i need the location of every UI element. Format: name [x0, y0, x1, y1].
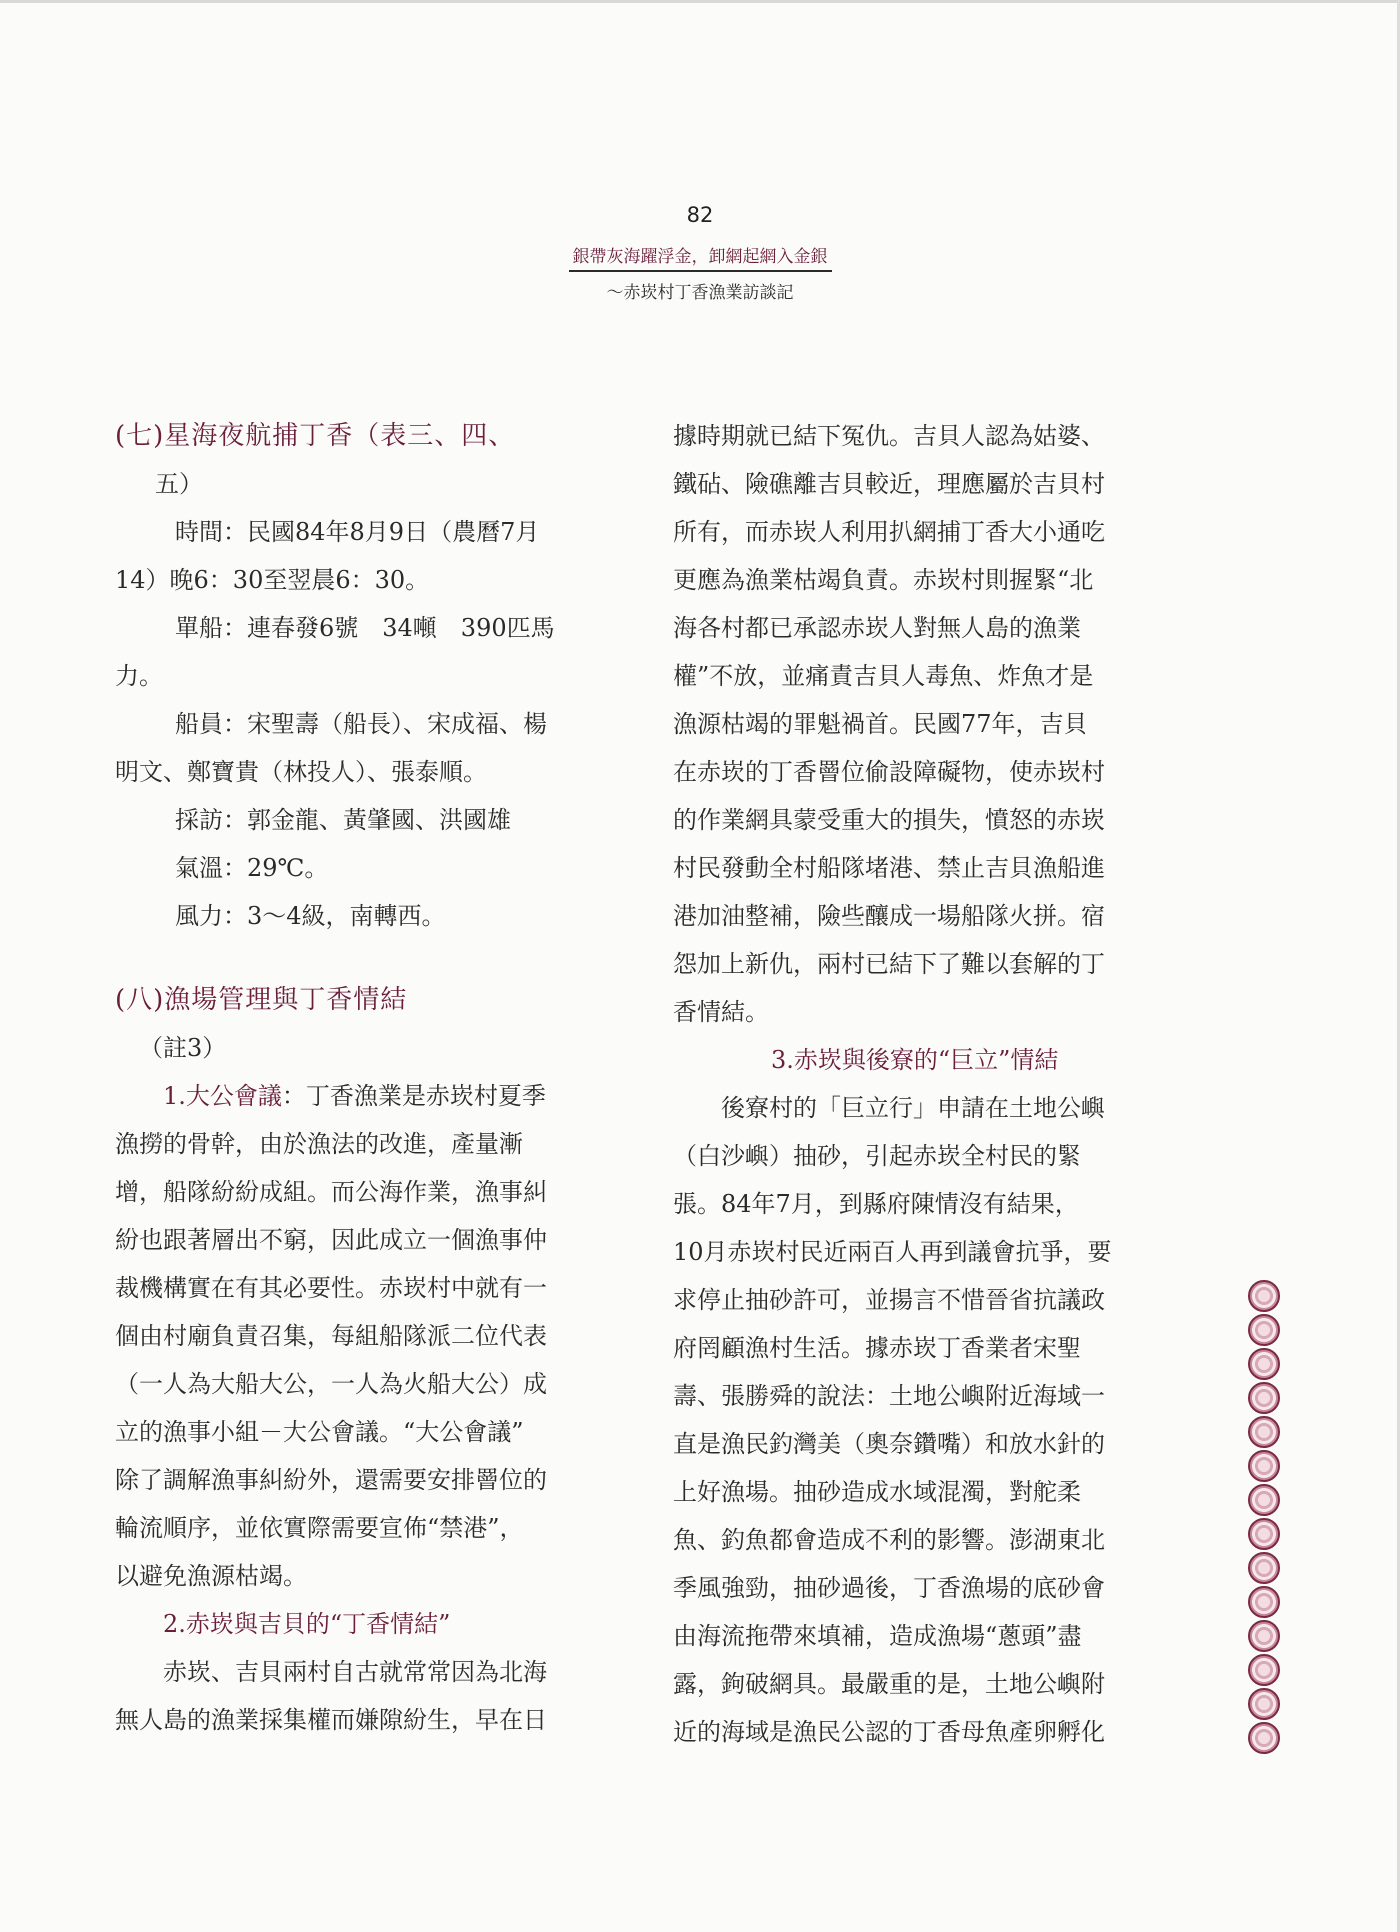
- text-line: 怨加上新仇，兩村已結下了難以套解的丁: [673, 950, 1105, 978]
- text-line: 由海流拖帶來填補，造成漁場“蔥頭”盡: [673, 1622, 1082, 1650]
- text-line: 在赤崁的丁香罾位偷設障礙物，使赤崁村: [673, 758, 1105, 786]
- seal-icon: [1248, 1688, 1280, 1720]
- left-text-column: [115, 412, 575, 1744]
- seal-icon: [1248, 1620, 1280, 1652]
- text-line: 海各村都已承認赤崁人對無人島的漁業: [673, 614, 1081, 642]
- seal-icon: [1248, 1654, 1280, 1686]
- text-line: 單船：連春發6號 34噸 390匹馬: [175, 614, 555, 642]
- text-line: 上好漁場。抽砂造成水域混濁，對舵柔: [673, 1478, 1081, 1506]
- text-line: 據時期就已結下冤仇。吉貝人認為姑婆、: [673, 422, 1105, 450]
- text-line: 3.赤崁與後寮的“巨立”情結: [771, 1046, 1059, 1074]
- text-line: 採訪：郭金龍、黃肇國、洪國雄: [175, 806, 511, 834]
- text-line: 輪流順序，並依實際需要宣佈“禁港”，: [115, 1514, 524, 1542]
- text-line: 力。: [115, 662, 163, 690]
- text-line: （白沙嶼）抽砂，引起赤崁全村民的緊: [673, 1142, 1081, 1170]
- seal-icon: [1248, 1314, 1280, 1346]
- text-line: 的作業網具蒙受重大的損失，憤怒的赤崁: [673, 806, 1105, 834]
- seal-icon: [1248, 1518, 1280, 1550]
- text-line: 無人島的漁業採集權而嫌隙紛生，早在日: [115, 1706, 547, 1734]
- seal-icon: [1248, 1280, 1280, 1312]
- seal-icon: [1248, 1586, 1280, 1618]
- text-line: 14）晚6：30至翌晨6：30。: [115, 566, 430, 594]
- text-line: 紛也跟著層出不窮，因此成立一個漁事仲: [115, 1226, 547, 1254]
- right-text-column: [673, 412, 1133, 1756]
- text-line: 季風強勁，抽砂過後，丁香漁場的底砂會: [673, 1574, 1105, 1602]
- text-line: 更應為漁業枯竭負責。赤崁村則握緊“北: [673, 566, 1094, 594]
- text-line: 漁撈的骨幹，由於漁法的改進，產量漸: [115, 1130, 523, 1158]
- page-edge: [0, 0, 1400, 3]
- text-line: 所有，而赤崁人利用扒網捕丁香大小通吃: [673, 518, 1105, 546]
- text-line: [115, 1072, 575, 1120]
- seal-decoration-strip: [1248, 1280, 1282, 1754]
- subsection-label: 1.大公會議: [163, 1082, 282, 1110]
- seal-icon: [1248, 1382, 1280, 1414]
- text-line: 增，船隊紛紛成組。而公海作業，漁事糾: [115, 1178, 547, 1206]
- text-line: 除了調解漁事糾紛外，還需要安排罾位的: [115, 1466, 547, 1494]
- text-line: 直是漁民釣灣美（奧奈鑽嘴）和放水針的: [673, 1430, 1105, 1458]
- seal-icon: [1248, 1450, 1280, 1482]
- text-line: 府罔顧漁村生活。據赤崁丁香業者宋聖: [673, 1334, 1081, 1362]
- seal-icon: [1248, 1722, 1280, 1754]
- text-line: 船員：宋聖壽（船長）、宋成福、楊: [175, 710, 547, 738]
- subsection-text: ：丁香漁業是赤崁村夏季: [281, 1082, 546, 1110]
- text-line: 港加油整補，險些釀成一場船隊火拼。宿: [673, 902, 1105, 930]
- text-line: 求停止抽砂許可，並揚言不惜晉省抗議政: [673, 1286, 1105, 1314]
- running-title: [0, 242, 1400, 272]
- text-line: 魚、釣魚都會造成不利的影響。澎湖東北: [673, 1526, 1105, 1554]
- text-line: 露，鉤破網具。最嚴重的是，土地公嶼附: [673, 1670, 1105, 1698]
- text-line: 香情結。: [673, 998, 769, 1026]
- running-subtitle: ～赤崁村丁香漁業訪談記: [606, 283, 794, 303]
- text-line: 明文、鄭寶貴（林投人）、張泰順。: [115, 758, 487, 786]
- text-line: 10月赤崁村民近兩百人再到議會抗爭，要: [673, 1238, 1112, 1266]
- text-line: 風力：3～4級，南轉西。: [175, 902, 446, 930]
- section-heading: (七)星海夜航捕丁香（表三、四、: [115, 421, 516, 451]
- seal-icon: [1248, 1552, 1280, 1584]
- text-line: 時間：民國84年8月9日（農曆7月: [175, 518, 540, 546]
- section-heading: (八)漁場管理與丁香情結: [115, 985, 408, 1015]
- text-line: 權”不放，並痛責吉貝人毒魚、炸魚才是: [673, 662, 1094, 690]
- text-line: 五）: [155, 470, 203, 498]
- text-line: 鐵砧、險礁離吉貝較近，理應屬於吉貝村: [673, 470, 1105, 498]
- text-line: 漁源枯竭的罪魁禍首。民國77年，吉貝: [673, 710, 1088, 738]
- text-line: 赤崁、吉貝兩村自古就常常因為北海: [163, 1658, 547, 1686]
- text-line: 後寮村的「巨立行」申請在土地公嶼: [721, 1094, 1105, 1122]
- text-line: 張。84年7月，到縣府陳情沒有結果，: [673, 1190, 1079, 1218]
- seal-icon: [1248, 1416, 1280, 1448]
- text-line: 村民發動全村船隊堵港、禁止吉貝漁船進: [673, 854, 1105, 882]
- seal-icon: [1248, 1348, 1280, 1380]
- text-line: 裁機構實在有其必要性。赤崁村中就有一: [115, 1274, 547, 1302]
- text-line: （註3）: [139, 1034, 227, 1062]
- text-line: 壽、張勝舜的說法：土地公嶼附近海域一: [673, 1382, 1105, 1410]
- text-line: （一人為大船大公，一人為火船大公）成: [115, 1370, 547, 1398]
- running-title-text: 銀帶灰海躍浮金，卸網起網入金銀: [569, 242, 832, 272]
- text-line: 以避免漁源枯竭。: [115, 1562, 307, 1590]
- text-line: 2.赤崁與吉貝的“丁香情結”: [163, 1610, 451, 1638]
- seal-icon: [1248, 1484, 1280, 1516]
- text-line: 氣溫：29℃。: [175, 854, 329, 882]
- text-line: 近的海域是漁民公認的丁香母魚產卵孵化: [673, 1718, 1105, 1746]
- text-line: 個由村廟負責召集，每組船隊派二位代表: [115, 1322, 547, 1350]
- page-number: 82: [686, 203, 714, 227]
- text-line: 立的漁事小組－大公會議。“大公會議”: [115, 1418, 524, 1446]
